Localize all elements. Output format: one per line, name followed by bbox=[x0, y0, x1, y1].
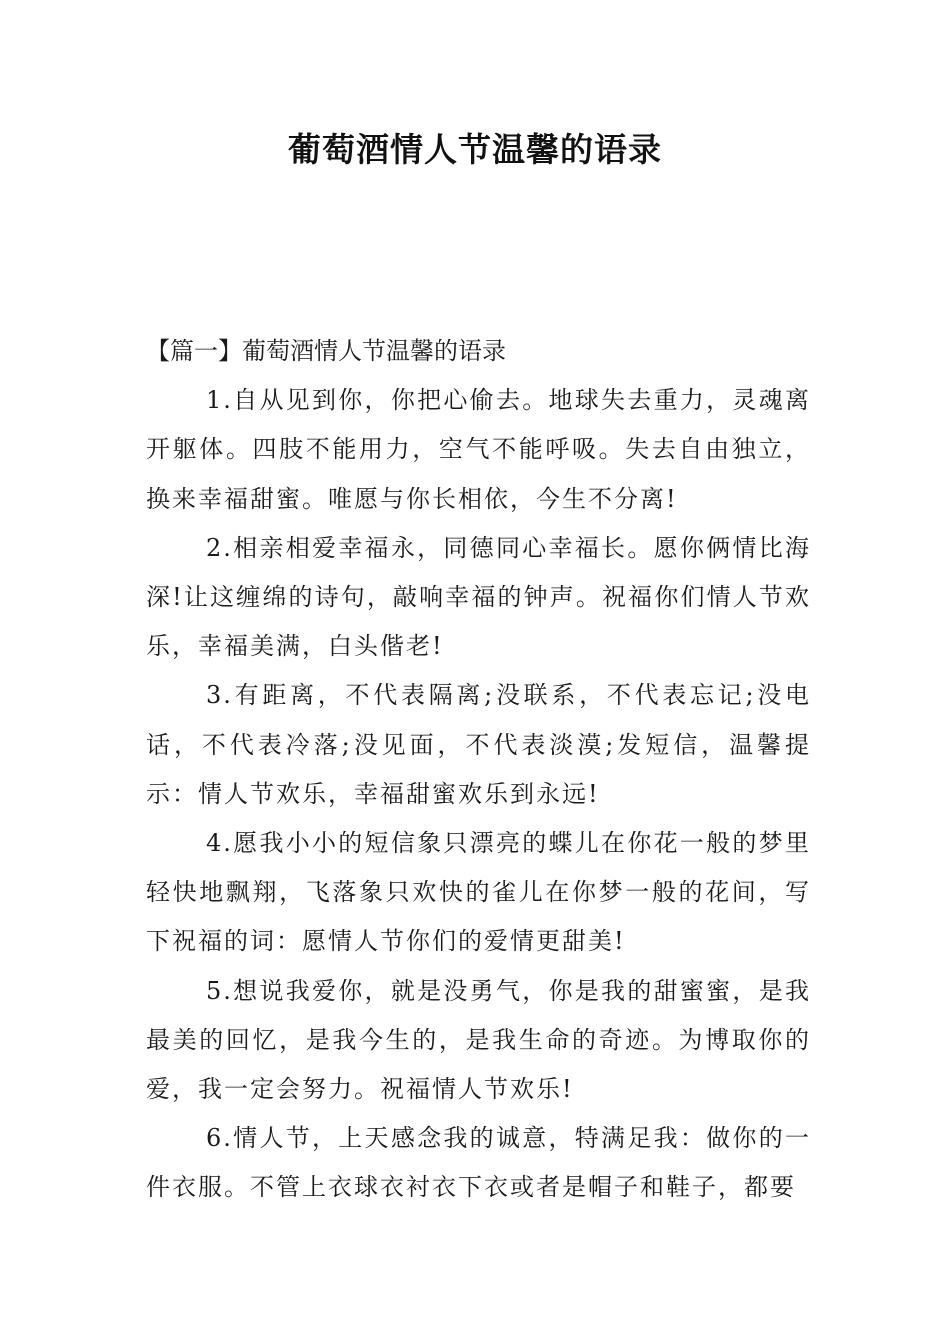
paragraph-item-6: 6.情人节，上天感念我的诚意，特满足我：做你的一件衣服。不管上衣球衣衬衣下衣或者是帽子和鞋子，都要 bbox=[146, 1124, 811, 1202]
paragraph-item-5: 5.想说我爱你，就是没勇气，你是我的甜蜜蜜，是我最美的回忆，是我今生的，是我生命的奇迹。为博取你的爱，我一定会努力。祝福情人节欢乐! bbox=[146, 976, 811, 1104]
document-title: 葡萄酒情人节温馨的语录 bbox=[288, 130, 662, 169]
paragraph-item-3: 3.有距离，不代表隔离;没联系，不代表忘记;没电话，不代表冷落;没见面，不代表淡漠;发短信，温馨提示：情人节欢乐，幸福甜蜜欢乐到永远! bbox=[146, 681, 811, 808]
paragraph-item-1: 1.自从见到你，你把心偷去。地球失去重力，灵魂离开躯体。四肢不能用力，空气不能呼吸。失去自由独立，换来幸福甜蜜。唯愿与你长相依，今生不分离! bbox=[146, 386, 811, 513]
paragraph-item-2: 2.相亲相爱幸福永，同德同心幸福长。愿你俩情比海深!让这缠绵的诗句，敲响幸福的钟声。祝福你们情人节欢乐，幸福美满，白头偕老! bbox=[146, 533, 811, 661]
document-body bbox=[146, 327, 811, 1213]
paragraph-item-4: 4.愿我小小的短信象只漂亮的蝶儿在你花一般的梦里轻快地飘翔，飞落象只欢快的雀儿在你梦一般的花间，写下祝福的词：愿情人节你们的爱情更甜美! bbox=[146, 829, 811, 956]
section-heading: 【篇一】葡萄酒情人节温馨的语录 bbox=[146, 337, 506, 365]
